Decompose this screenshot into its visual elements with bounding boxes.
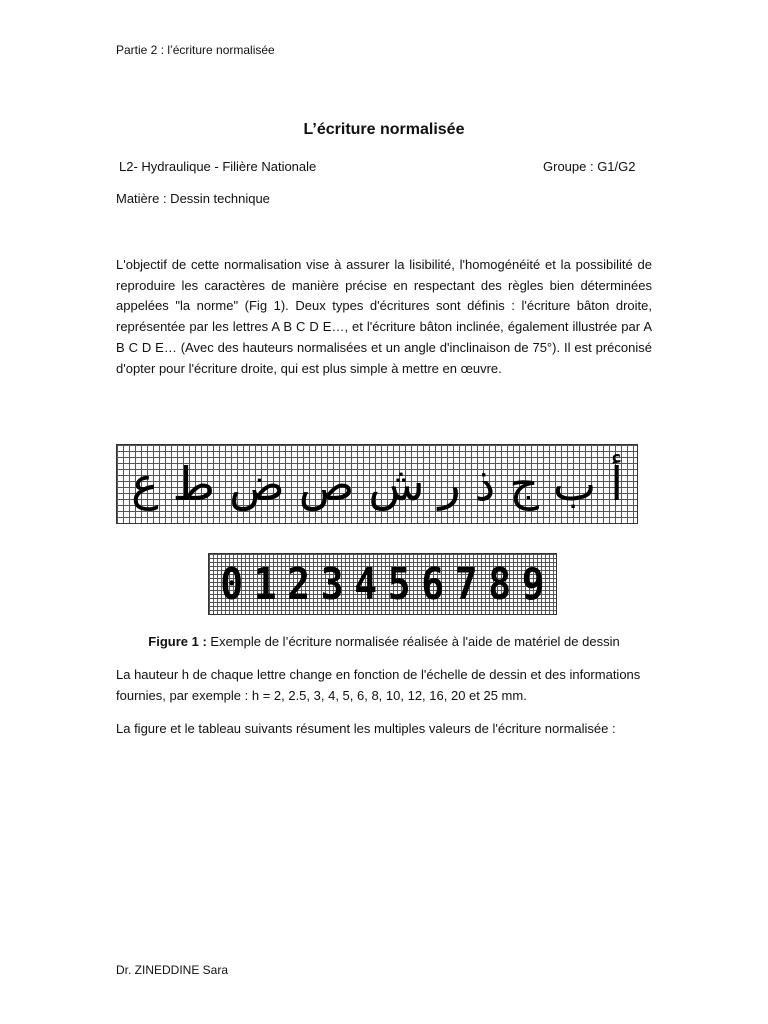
digit: 7	[454, 558, 478, 610]
arabic-letters-row	[117, 445, 637, 523]
digit: 0	[220, 558, 244, 610]
height-paragraph: La hauteur h de chaque lettre change en fonction de l'échelle de dessin et des informations fournies, par exemple : h = 2, 2.5, 3, 4, 5, 6, 8, 10, 12, 16, 20 et 25 mm.	[116, 667, 641, 703]
digits-grid	[208, 553, 557, 615]
arabic-letter: ش	[368, 457, 425, 511]
digit: 1	[253, 558, 277, 610]
course-level: L2- Hydraulique - Filière Nationale	[119, 159, 317, 174]
arabic-letter: ر	[438, 457, 461, 511]
arabic-letters-grid	[116, 444, 638, 524]
arabic-letter: ج	[509, 457, 539, 511]
digit: 3	[320, 558, 344, 610]
arabic-letter: أ	[610, 457, 623, 511]
figure-caption-text: Exemple de l’écriture normalisée réalisée à l'aide de matériel de dessin	[206, 634, 620, 649]
subject-line: Matière : Dessin technique	[116, 191, 270, 206]
digits-row	[209, 553, 556, 615]
digit: 2	[287, 558, 311, 610]
digit: 6	[421, 558, 445, 610]
figure-caption	[0, 634, 768, 649]
digit: 4	[354, 558, 378, 610]
arabic-letter: ص	[298, 457, 355, 511]
page-header: Partie 2 : l’écriture normalisée	[116, 43, 275, 57]
summary-paragraph: La figure et le tableau suivants résument les multiples valeurs de l'écriture normalisée :	[116, 721, 616, 736]
figure-caption-label: Figure 1 :	[148, 634, 207, 649]
digit: 8	[488, 558, 512, 610]
digit: 9	[521, 558, 545, 610]
group-label: Groupe : G1/G2	[543, 159, 636, 174]
digit: 5	[387, 558, 411, 610]
arabic-letter: ب	[552, 457, 597, 511]
arabic-letter: ذ	[474, 457, 496, 511]
arabic-letter: ع	[131, 457, 159, 511]
arabic-letter: ط	[172, 457, 216, 511]
page-footer-author: Dr. ZINEDDINE Sara	[116, 963, 229, 977]
document-title: L’écriture normalisée	[303, 121, 465, 138]
arabic-letter: ض	[229, 457, 285, 511]
intro-paragraph: L'objectif de cette normalisation vise à assurer la lisibilité, l'homogénéité et la possibilité de reproduire les caractères de manière précise en respectant des règles bien déterminées appelées "la norme" (Fig 1). Deux types d'écritures sont définis : l'écriture bâton droite, représentée par les lettres A B C D E…, et l'écriture bâton inclinée, également illustrée par A B C D E… (Avec des hauteurs normalisées et un angle d'inclinaison de 75°). Il est préconisé d'opter pour l'écriture droite, qui est plus simple à mettre en œuvre.	[116, 257, 652, 376]
